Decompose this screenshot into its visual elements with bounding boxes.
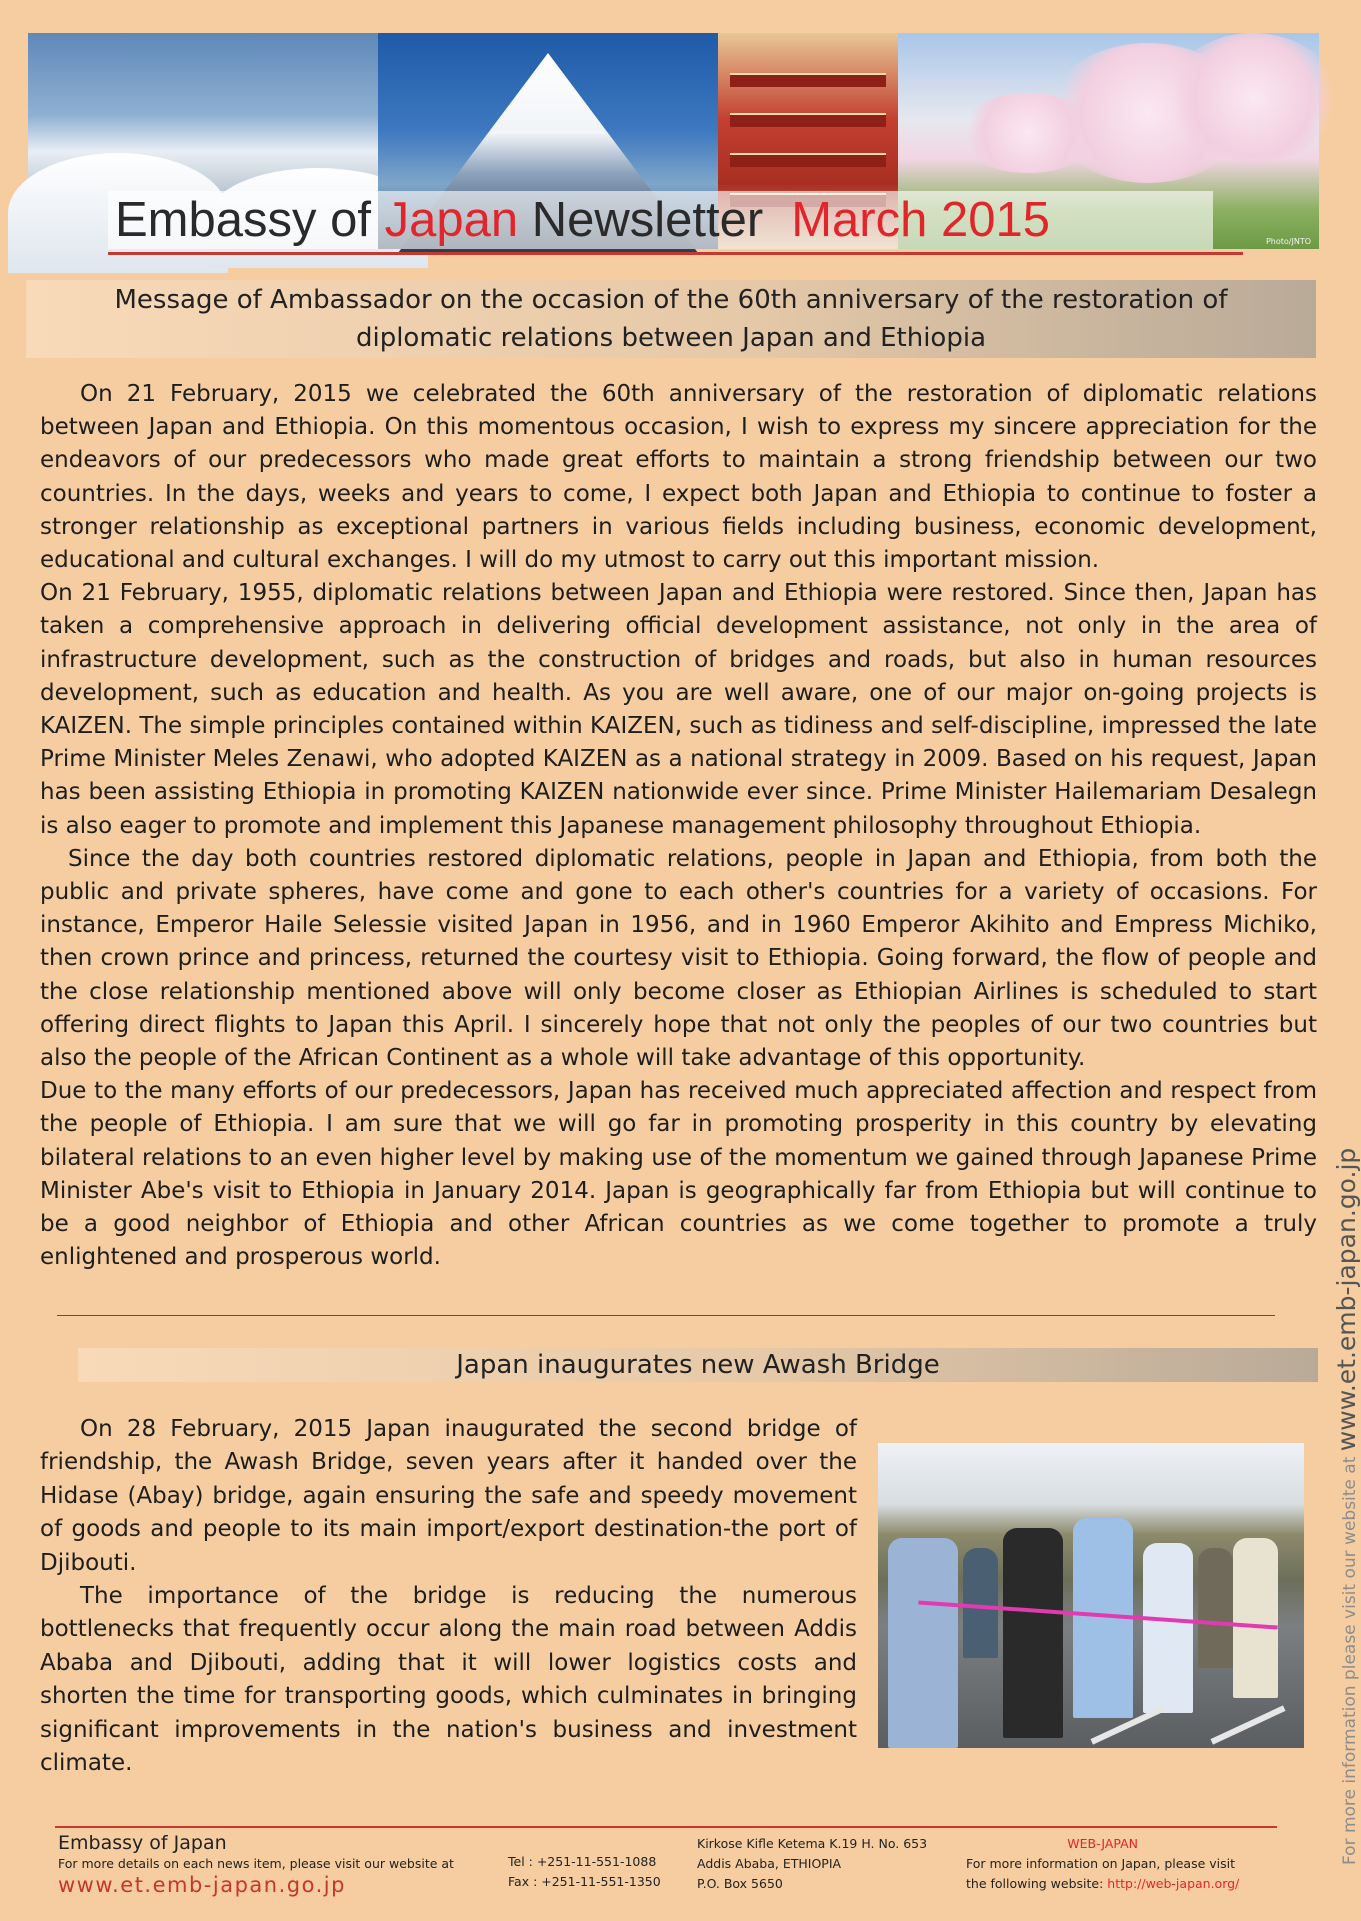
- side-website-note: For more information please visit our website at www.et.emb-japan.go.jp: [1332, 1147, 1361, 1865]
- footer-fax: Fax : +251-11-551-1350: [508, 1874, 661, 1889]
- photo-credit: Photo/JNTO: [1265, 237, 1311, 246]
- newsletter-title: Embassy of Japan Newsletter March 2015: [115, 193, 1050, 247]
- paragraph: Since the day both countries restored diplomatic relations, people in Japan and Ethiopia, from both the public and private spheres, have come and gone to each other's countries for a variety of occasions. For instance, Emperor Haile Selessie visited Japan in 1956, and in 1960 Emperor Akihito and Empress Michiko, then crown prince and princess, returned the courtesy visit to Ethiopia. Going forward, the flow of people and the close relationship mentioned above will only become closer as Ethiopian Airlines is scheduled to start offering direct flights to Japan this April. I sincerely hope that not only the peoples of our two countries but also the people of the African Continent as a whole will take advantage of this opportunity.: [40, 845, 1317, 1072]
- paragraph: On 28 February, 2015 Japan inaugurated the second bridge of friendship, the Awash Bridge, seven years after it handed over the Hidase (Abay) bridge, again ensuring the safe and speedy movement of goods and people to its main import/export destination-the port of Djibouti.: [40, 1416, 857, 1576]
- footer-web-japan: WEB-JAPAN For more information on Japan, please visit the following website: http://web-japan.org/: [966, 1836, 1240, 1891]
- title-divider: [108, 252, 1243, 255]
- paragraph: On 21 February, 2015 we celebrated the 60th anniversary of the restoration of diplomatic relations between Japan and Ethiopia. On this momentous occasion, I wish to express my sincere appreciation for the endeavors of our predecessors who made great efforts to maintain a strong friendship between our two countries. In the days, weeks and years to come, I expect both Japan and Ethiopia to continue to foster a stronger relationship as exceptional partners in various fields including business, economic development, educational and cultural exchanges. I will do my utmost to carry out this important mission.: [40, 381, 1317, 574]
- newsletter-month: March 2015: [791, 193, 1050, 247]
- footer-address: Kirkose Kifle Ketema K.19 H. No. 653 Addis Ababa, ETHIOPIA P.O. Box 5650: [697, 1836, 928, 1891]
- ambassador-message-heading: Message of Ambassador on the occasion of the 60th anniversary of the restoration of diplomatic relations between Japan and Ethiopia: [26, 280, 1316, 358]
- paragraph: The importance of the bridge is reducing the numerous bottlenecks that frequently occur along the main road between Addis Ababa and Djibouti, adding that it will lower logistics costs and shorten the time for transporting goods, which culminates in bringing significant improvements in the nation's business and investment climate.: [40, 1583, 857, 1777]
- web-japan-heading: WEB-JAPAN: [1067, 1836, 1138, 1851]
- footer-tel: Tel : +251-11-551-1088: [508, 1854, 657, 1869]
- footer-org-name: Embassy of Japan: [58, 1832, 227, 1854]
- bridge-inauguration-photo: [878, 1443, 1304, 1748]
- awash-bridge-heading: Japan inaugurates new Awash Bridge: [78, 1348, 1318, 1382]
- footer-website-link[interactable]: www.et.emb-japan.go.jp: [58, 1873, 346, 1897]
- paragraph: Due to the many efforts of our predecessors, Japan has received much appreciated affection and respect from the people of Ethiopia. I am sure that we will go far in promoting prosperity in this country by elevating bilateral relations to an even higher level by making use of the momentum we gained through Japanese Prime Minister Abe's visit to Ethiopia in January 2014. Japan is geographically far from Ethiopia but will continue to be a good neighbor of Ethiopia and other African countries as we come together to promote a truly enlightened and prosperous world.: [40, 1078, 1317, 1271]
- footer-embassy: [58, 1832, 454, 1897]
- footer-details-text: For more details on each news item, please visit our website at: [58, 1856, 454, 1871]
- side-website-link[interactable]: www.et.emb-japan.go.jp: [1332, 1147, 1361, 1452]
- footer-phone: [508, 1852, 661, 1892]
- paragraph: On 21 February, 1955, diplomatic relations between Japan and Ethiopia were restored. Since then, Japan has taken a comprehensive approach in delivering official development assistance, not only in the area of infrastructure development, such as the construction of bridges and roads, but also in human resources development, such as education and health. As you are well aware, one of our major on-going projects is KAIZEN. The simple principles contained within KAIZEN, such as tidiness and self-discipline, impressed the late Prime Minister Meles Zenawi, who adopted KAIZEN as a national strategy in 2009. Based on his request, Japan has been assisting Ethiopia in promoting KAIZEN nationwide ever since. Prime Minister Hailemariam Desalegn is also eager to promote and implement this Japanese management philosophy throughout Ethiopia.: [40, 580, 1317, 839]
- section-divider: [57, 1315, 1275, 1316]
- header-banner: [28, 33, 1319, 249]
- web-japan-link[interactable]: http://web-japan.org/: [1107, 1876, 1240, 1891]
- footer-divider: [55, 1826, 1277, 1828]
- awash-bridge-body: [40, 1413, 857, 1780]
- ambassador-message-body: [40, 378, 1317, 1274]
